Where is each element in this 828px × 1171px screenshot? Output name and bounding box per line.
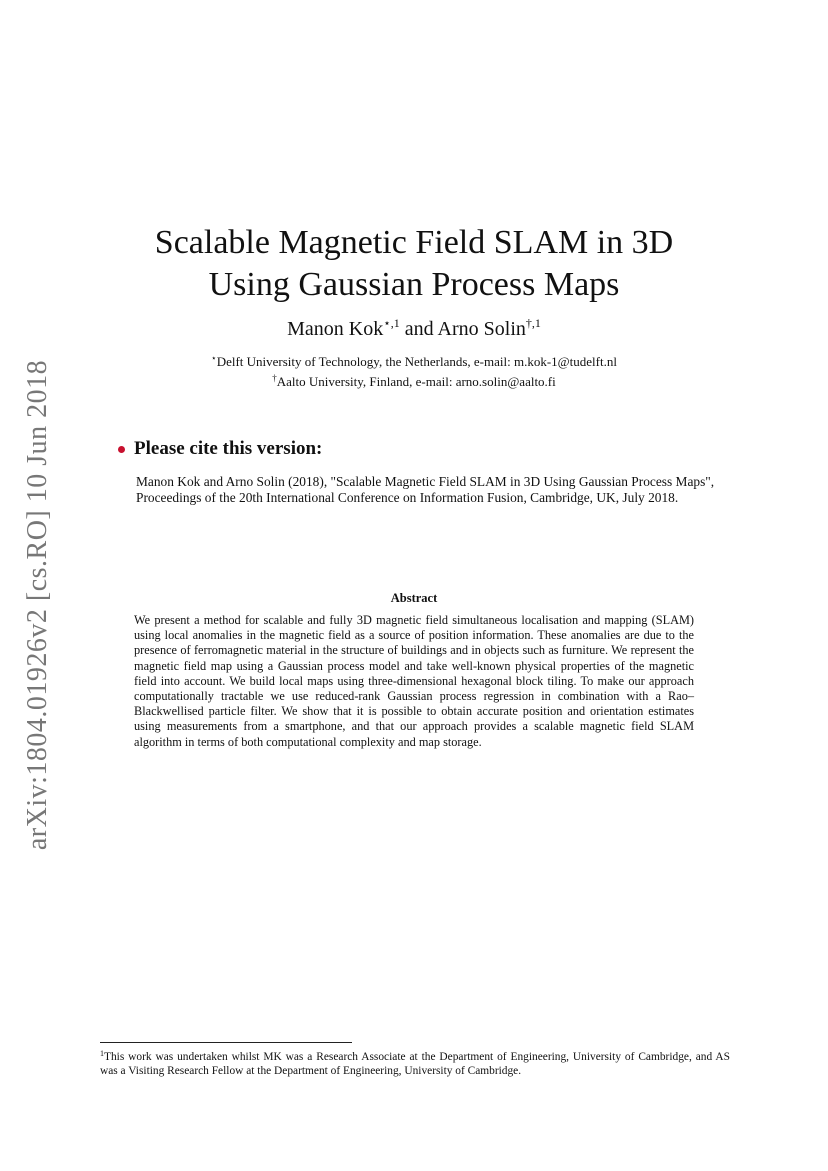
footnote [100, 1047, 730, 1078]
affiliations [0, 350, 828, 390]
cite-heading [118, 438, 322, 460]
abstract-text: We present a method for scalable and fully 3D magnetic field simultaneous localisation and mapping (SLAM) using local anomalies in the magnetic field as a source of position information. These anomalies are due to the presence of ferromagnetic material in the structure of buildings and in objects such as furniture. We represent the magnetic field map using a Gaussian process model and take well-known physical properties of the magnetic field into account. We build local maps using three-dimensional hexagonal block tiling. To make our approach computationally tractable we use reduced-rank Gaussian process regression in combination with a Rao–Blackwellised particle filter. We show that it is possible to obtain accurate position and orientation estimates using measurements from a smartphone, and that our approach provides a scalable magnetic field SLAM algorithm in terms of both computational complexity and map storage. [134, 613, 694, 749]
paper-title [0, 222, 828, 306]
author-connector: and [399, 318, 438, 340]
author-name: Arno Solin [437, 318, 526, 340]
footnote-text: This work was undertaken whilst MK was a Research Associate at the Department of Engineering, University of Cambridge, and AS was a Visiting Research Fellow at the Department of Engineering, University of Cambridge. [100, 1051, 730, 1077]
affiliation-mark: ⋆ [211, 353, 217, 363]
bullet-icon [118, 446, 125, 453]
author-affiliation-mark: †,1 [525, 316, 541, 330]
author-list [0, 316, 828, 341]
cite-heading-text: Please cite this version: [134, 438, 323, 459]
affiliation-mark: † [272, 373, 277, 383]
author-affiliation-mark: ⋆,1 [383, 316, 400, 330]
author-name: Manon Kok [287, 318, 384, 340]
affiliation-line [0, 350, 828, 370]
arxiv-identifier-text: arXiv:1804.01926v2 [cs.RO] 10 Jun 2018 [22, 359, 54, 851]
footnote-rule [100, 1042, 352, 1043]
footnote-mark: 1 [100, 1049, 104, 1058]
affiliation-text: Delft University of Technology, the Netherlands, e-mail: m.kok-1@tudelft.nl [216, 354, 617, 369]
title-line-2: Using Gaussian Process Maps [208, 266, 620, 303]
affiliation-text: Aalto University, Finland, e-mail: arno.solin@aalto.fi [276, 374, 556, 389]
title-line-1: Scalable Magnetic Field SLAM in 3D [154, 224, 674, 261]
abstract-heading: Abstract [390, 591, 438, 605]
affiliation-line [0, 370, 828, 390]
cite-text: Manon Kok and Arno Solin (2018), "Scalable Magnetic Field SLAM in 3D Using Gaussian Process Maps", Proceedings of the 20th International Conference on Information Fusion, Cambridge, UK, July 2018. [136, 474, 715, 505]
